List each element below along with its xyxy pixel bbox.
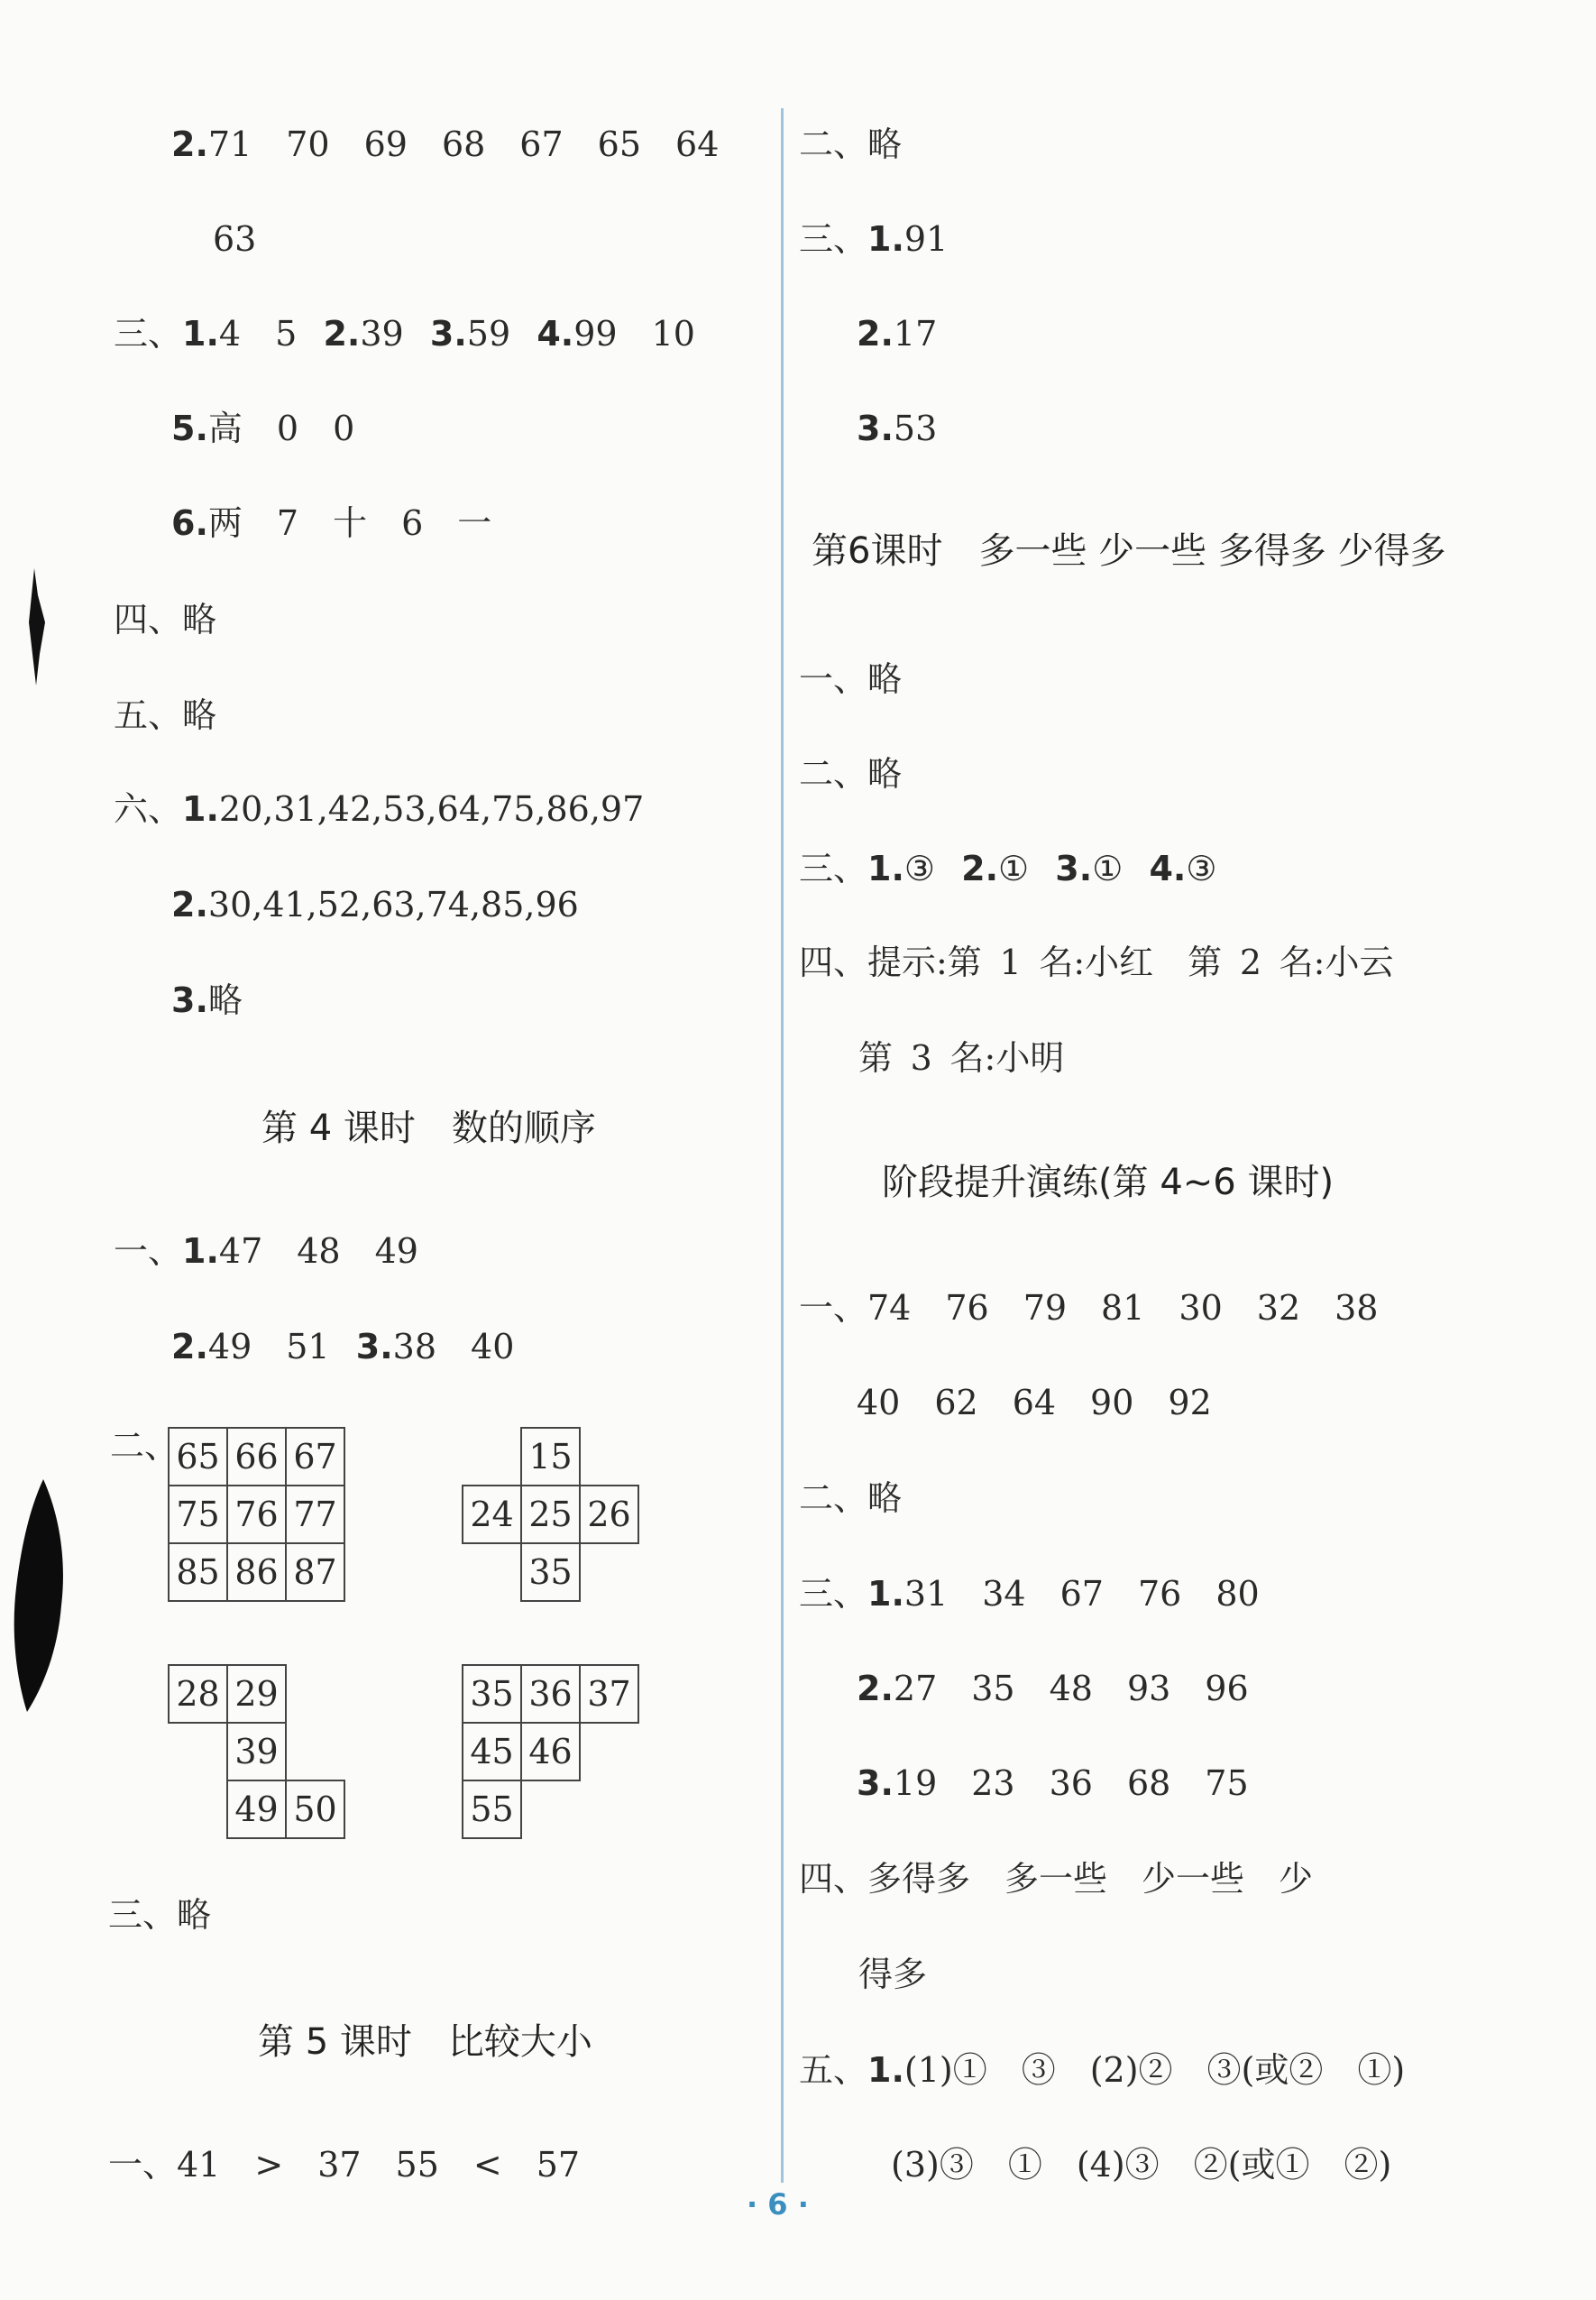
grid-cell: 29 <box>227 1665 286 1723</box>
grid-cell: 55 <box>463 1780 521 1838</box>
right-line-11: 40 62 64 90 92 <box>857 1383 1212 1422</box>
grid-cell: 77 <box>286 1486 344 1543</box>
grid-empty <box>580 1723 638 1780</box>
number-grid-4 <box>462 1664 639 1839</box>
left-line-6: 四、略 <box>114 600 217 639</box>
grid-empty <box>286 1665 344 1723</box>
scan-smudge-top <box>18 568 54 685</box>
grid-empty <box>169 1780 227 1838</box>
number-grid-2 <box>462 1427 639 1602</box>
grid-cell: 76 <box>227 1486 286 1543</box>
grid-cell: 35 <box>521 1543 580 1601</box>
grid-cell: 45 <box>463 1723 521 1780</box>
section-heading-lesson-4: 第 4 课时 数的顺序 <box>261 1108 596 1149</box>
grid-empty <box>463 1543 521 1601</box>
grid-cell: 25 <box>521 1486 580 1543</box>
right-line-18: 五、1.(1)① ③ (2)② ③(或② ①) <box>799 2050 1406 2090</box>
right-line-5: 一、略 <box>799 659 903 699</box>
right-line-6: 二、略 <box>799 754 903 794</box>
left-line-4: 5.高 0 0 <box>171 409 355 448</box>
grid-cell: 85 <box>169 1543 227 1601</box>
left-line-3: 三、1.4 5 2.39 3.59 4.99 10 <box>114 314 695 354</box>
number-grid-1 <box>168 1427 345 1602</box>
grid-empty <box>521 1780 580 1838</box>
right-line-7: 三、1.③ 2.① 3.① 4.③ <box>799 849 1217 888</box>
column-divider <box>781 108 784 2183</box>
scan-smudge-bottom <box>7 1479 70 1714</box>
grid-cell: 39 <box>227 1723 286 1780</box>
left-line-9: 2.30,41,52,63,74,85,96 <box>171 885 579 925</box>
left-line-10: 3.略 <box>171 980 243 1020</box>
right-line-15: 3.19 23 36 68 75 <box>857 1763 1249 1803</box>
right-line-2: 三、1.91 <box>799 219 949 259</box>
grid-cell: 35 <box>463 1665 521 1723</box>
right-line-13: 三、1.31 34 67 76 80 <box>799 1574 1260 1614</box>
right-line-16: 四、多得多 多一些 少一些 少 <box>799 1859 1314 1899</box>
left-line-13: 二、 <box>110 1426 179 1466</box>
grid-cell: 46 <box>521 1723 580 1780</box>
right-line-8: 四、提示:第 1 名:小红 第 2 名:小云 <box>799 943 1394 982</box>
grid-empty <box>286 1723 344 1780</box>
right-line-19: (3)③ ① (4)③ ②(或① ②) <box>891 2145 1392 2185</box>
grid-cell: 75 <box>169 1486 227 1543</box>
right-line-10: 一、74 76 79 81 30 32 38 <box>799 1288 1379 1328</box>
left-line-14: 三、略 <box>108 1895 212 1935</box>
grid-cell: 67 <box>286 1428 344 1486</box>
number-grid-3 <box>168 1664 345 1839</box>
grid-cell: 37 <box>580 1665 638 1723</box>
grid-cell: 65 <box>169 1428 227 1486</box>
left-line-11: 一、1.47 48 49 <box>114 1231 418 1271</box>
grid-cell: 86 <box>227 1543 286 1601</box>
grid-cell: 36 <box>521 1665 580 1723</box>
grid-cell: 26 <box>580 1486 638 1543</box>
section-heading-stage-practice: 阶段提升演练(第 4~6 课时) <box>882 1162 1335 1203</box>
grid-cell: 49 <box>227 1780 286 1838</box>
grid-cell: 87 <box>286 1543 344 1601</box>
grid-cell: 15 <box>521 1428 580 1486</box>
grid-empty <box>580 1428 638 1486</box>
right-line-3: 2.17 <box>857 314 938 354</box>
right-line-14: 2.27 35 48 93 96 <box>857 1669 1249 1708</box>
section-heading-lesson-5: 第 5 课时 比较大小 <box>258 2021 592 2063</box>
right-line-1: 二、略 <box>799 124 903 164</box>
page-number: · 6 · <box>747 2187 809 2222</box>
grid-cell: 66 <box>227 1428 286 1486</box>
right-line-12: 二、略 <box>799 1478 903 1518</box>
left-line-2: 63 <box>213 219 257 259</box>
left-line-7: 五、略 <box>114 695 217 735</box>
section-heading-lesson-6: 第6课时 多一些 少一些 多得多 少得多 <box>812 530 1446 572</box>
left-line-12: 2.49 51 3.38 40 <box>171 1327 515 1366</box>
right-line-17: 得多 <box>858 1955 928 1994</box>
left-line-15: 一、41 > 37 55 < 57 <box>108 2145 581 2185</box>
right-line-9: 第 3 名:小明 <box>858 1038 1065 1078</box>
grid-cell: 28 <box>169 1665 227 1723</box>
right-line-4: 3.53 <box>857 409 938 448</box>
left-line-1: 2.71 70 69 68 67 65 64 <box>171 124 720 164</box>
grid-empty <box>463 1428 521 1486</box>
left-line-5: 6.两 7 十 6 一 <box>171 503 492 543</box>
grid-empty <box>580 1780 638 1838</box>
grid-empty <box>580 1543 638 1601</box>
grid-cell: 50 <box>286 1780 344 1838</box>
left-line-8: 六、1.20,31,42,53,64,75,86,97 <box>114 789 645 829</box>
grid-empty <box>169 1723 227 1780</box>
grid-cell: 24 <box>463 1486 521 1543</box>
